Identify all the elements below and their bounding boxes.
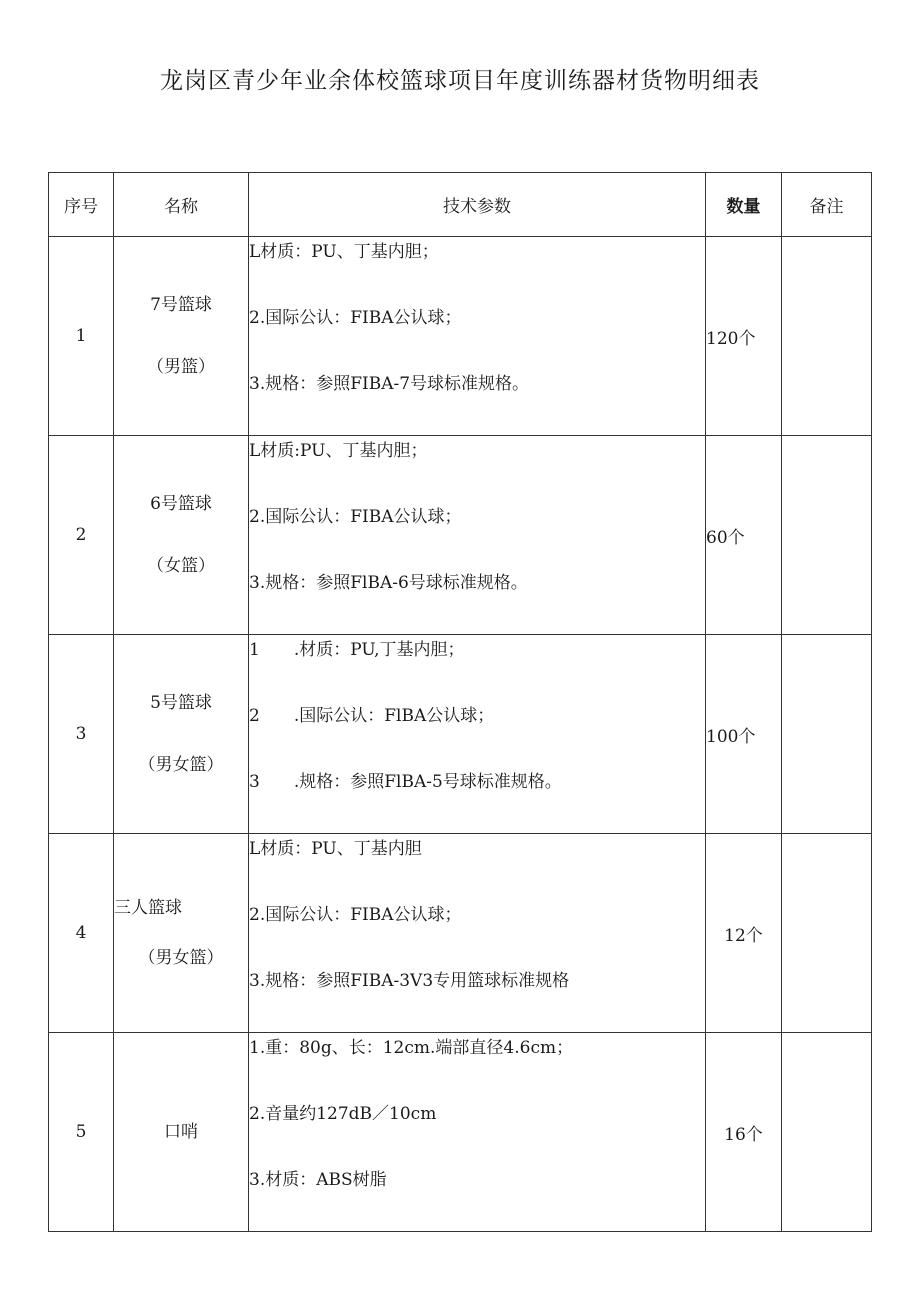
row-name-line: （女篮） (147, 556, 215, 576)
row-qty: 60个 (706, 436, 782, 635)
spec-line: 1.重：80g、长：12cm.端部直径4.6cm； (249, 1038, 574, 1058)
row-name (114, 834, 249, 1033)
row-note (782, 834, 872, 1033)
spec-line: 1 .材质：PU,丁基内胆； (249, 640, 465, 660)
row-specs (249, 237, 706, 436)
row-seq: 2 (49, 436, 114, 635)
row-specs (249, 1033, 706, 1232)
spec-line: L材质：PU、丁基内胆 (249, 839, 422, 859)
row-note (782, 237, 872, 436)
header-name: 名称 (114, 173, 249, 237)
row-specs (249, 635, 706, 834)
row-qty: 100个 (706, 635, 782, 834)
table-row (49, 237, 872, 436)
row-name-line: 6号篮球 (150, 494, 212, 514)
header-note: 备注 (782, 173, 872, 237)
row-seq: 4 (49, 834, 114, 1033)
row-qty: 120个 (706, 237, 782, 436)
header-specs: 技术参数 (249, 173, 706, 237)
row-qty: 16个 (706, 1033, 782, 1232)
row-note (782, 436, 872, 635)
row-name-line: （男女篮） (138, 755, 224, 775)
row-name (114, 237, 249, 436)
header-qty: 数量 (706, 173, 782, 237)
row-name-line: （男篮） (147, 357, 215, 377)
table-row (49, 635, 872, 834)
spec-line: 2.音量约127dB／10cm (249, 1104, 437, 1124)
row-note (782, 635, 872, 834)
table-row (49, 436, 872, 635)
row-name-line: 5号篮球 (150, 693, 212, 713)
row-name-line: 口哨 (164, 1122, 198, 1142)
spec-line: 2.国际公认：FIBA公认球； (249, 507, 462, 527)
header-seq: 序号 (49, 173, 114, 237)
row-specs (249, 834, 706, 1033)
spec-line: 3 .规格：参照FlBA-5号球标准规格。 (249, 772, 562, 792)
equipment-table (48, 172, 872, 1232)
page-title: 龙岗区青少年业余体校篮球项目年度训练器材货物明细表 (160, 68, 760, 94)
row-seq: 3 (49, 635, 114, 834)
row-name-line: 7号篮球 (150, 295, 212, 315)
table-row (49, 1033, 872, 1232)
spec-line: 3.材质：ABS树脂 (249, 1170, 387, 1190)
spec-line: 2 .国际公认：FlBA公认球； (249, 706, 495, 726)
table-header-row (49, 173, 872, 237)
row-name (114, 436, 249, 635)
row-seq: 1 (49, 237, 114, 436)
spec-line: 3.规格：参照FIBA-3V3专用篮球标准规格 (249, 971, 570, 991)
row-note (782, 1033, 872, 1232)
row-qty: 12个 (706, 834, 782, 1033)
row-specs (249, 436, 706, 635)
row-name-line: （男女篮） (138, 948, 224, 968)
spec-line: 2.国际公认：FIBA公认球； (249, 905, 462, 925)
spec-line: 2.国际公认：FIBA公认球； (249, 308, 462, 328)
table-row (49, 834, 872, 1033)
spec-line: L材质:PU、丁基内胆； (249, 441, 428, 461)
row-name-line: 三人篮球 (114, 898, 182, 918)
row-seq: 5 (49, 1033, 114, 1232)
spec-line: L材质：PU、丁基内胆； (249, 242, 439, 262)
row-name (114, 635, 249, 834)
spec-line: 3.规格：参照FIBA-7号球标准规格。 (249, 374, 530, 394)
spec-line: 3.规格：参照FlBA-6号球标准规格。 (249, 573, 528, 593)
row-name (114, 1033, 249, 1232)
